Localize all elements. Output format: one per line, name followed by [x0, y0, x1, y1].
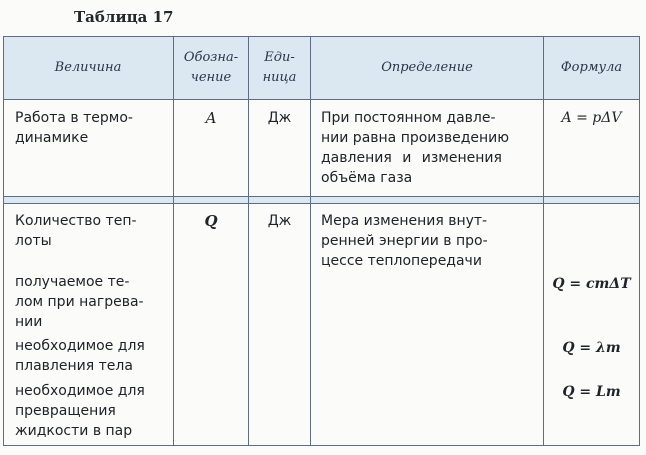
row-1-definition-line: При постоянном давле-: [321, 110, 496, 126]
sub-melting-line: необходимое для: [15, 338, 145, 354]
row-1-definition-line: нии равна произведению: [321, 130, 510, 146]
header-symbol-line-2: чение: [190, 69, 232, 85]
header-symbol-line-1: Обозна-: [183, 49, 239, 65]
sub-heating-line: нии: [15, 314, 43, 330]
row-separator-band: [3, 196, 640, 203]
row-1-quantity-line: Работа в термо-: [15, 110, 133, 126]
table-bottom-border: [3, 445, 640, 446]
row-1-definition-line: давления и изменения: [321, 150, 502, 166]
row-2-top-border: [3, 203, 640, 204]
header-formula: Формула: [560, 59, 623, 75]
header-unit-line-1: Еди-: [264, 49, 295, 65]
row-1-symbol: A: [205, 109, 217, 127]
row-2-quantity-line: Количество теп-: [15, 213, 137, 229]
row-2-symbol: Q: [204, 212, 218, 230]
header-unit: [249, 36, 310, 99]
row-1-definition-line: объёма газа: [321, 170, 413, 186]
sub-vaporization-line: жидкости в пар: [15, 423, 133, 439]
sub-vaporization-line: необходимое для: [15, 383, 145, 399]
row-1-quantity-line: динамике: [15, 130, 89, 146]
header-bottom-border: [3, 99, 640, 100]
row-2-definition-line: цессе теплопередачи: [321, 253, 482, 269]
sub-vaporization-text: [15, 381, 167, 441]
row-1-formula: A = pΔV: [561, 110, 622, 126]
sub-heating-line: получаемое те-: [15, 274, 130, 290]
sub-heating-line: лом при нагрева-: [15, 294, 144, 310]
col-border-5: [639, 36, 640, 446]
sub-heating-text: [15, 272, 167, 332]
sub-heating-formula: Q = cmΔT: [552, 276, 631, 292]
row-1-definition: [321, 108, 533, 188]
sub-melting-text: [15, 336, 167, 376]
header-symbol: [174, 36, 248, 99]
table-caption: Таблица 17: [74, 8, 174, 26]
row-2-quantity: [15, 211, 167, 251]
physics-table: [3, 36, 640, 446]
row-2-definition-line: ренней энергии в про-: [321, 233, 488, 249]
sub-melting-line: плавления тела: [15, 358, 133, 374]
header-quantity: Величина: [54, 59, 122, 75]
row-2-definition-line: Мера изменения внут-: [321, 213, 488, 229]
sub-vaporization-line: превращения: [15, 403, 116, 419]
sub-vaporization-formula: Q = Lm: [562, 384, 621, 400]
row-2-unit: Дж: [267, 213, 292, 229]
row-1-unit: Дж: [267, 110, 292, 126]
header-definition: Определение: [381, 59, 473, 75]
row-2-quantity-line: лоты: [15, 233, 52, 249]
header-unit-line-2: ница: [262, 69, 297, 85]
row-1-quantity: [15, 108, 167, 148]
row-2-definition: [321, 211, 533, 271]
row-1-bottom-border: [3, 196, 640, 197]
sub-melting-formula: Q = λm: [562, 340, 621, 356]
